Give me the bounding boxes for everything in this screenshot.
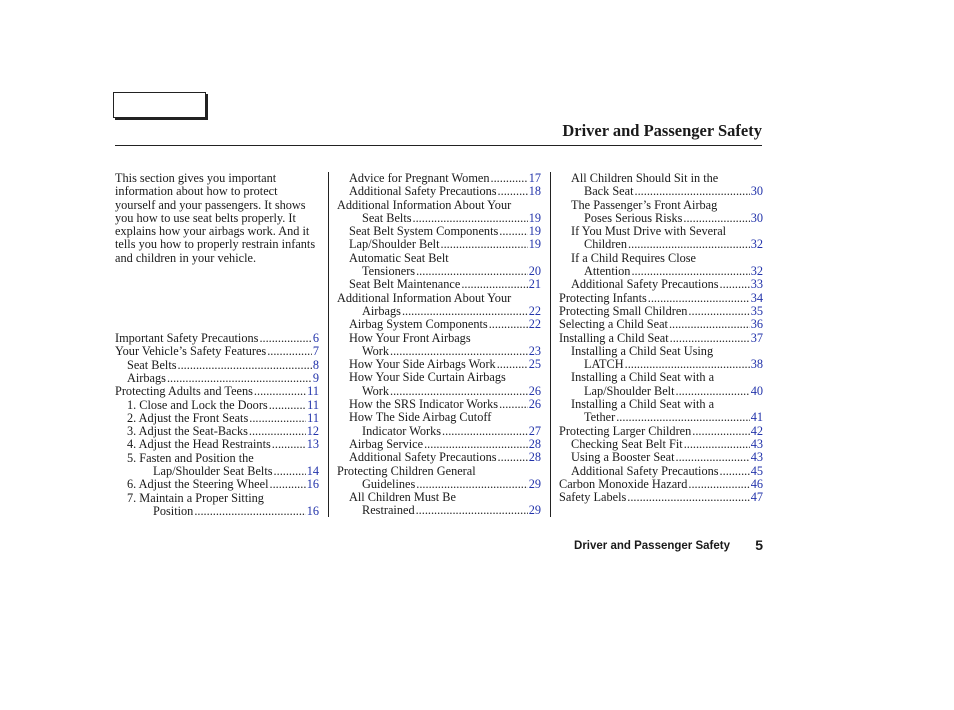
- toc-entry-title: Airbags: [127, 370, 166, 385]
- toc-page-link[interactable]: 19: [528, 224, 541, 239]
- toc-entry-title: Guidelines: [362, 476, 416, 491]
- dot-leader: [670, 332, 750, 345]
- dot-leader: [441, 238, 528, 251]
- toc-entry-title: Indicator Works: [362, 423, 442, 438]
- toc-page-link[interactable]: 30: [750, 210, 763, 225]
- column-divider: [550, 172, 551, 517]
- dot-leader: [416, 265, 528, 278]
- toc-entry-title: 3. Adjust the Seat-Backs: [127, 424, 248, 439]
- toc-entry-title: 6. Adjust the Steering Wheel: [127, 477, 269, 492]
- dot-leader: [249, 425, 306, 438]
- toc-entry-title: Protecting Adults and Teens: [115, 384, 253, 399]
- toc-entry-title: Additional Safety Precautions: [571, 463, 719, 478]
- dot-leader: [498, 185, 528, 198]
- toc-entry-title: 1. Close and Lock the Doors: [127, 397, 268, 412]
- toc-entry-title: Installing a Child Seat: [559, 330, 669, 345]
- toc-page-link[interactable]: 16: [306, 503, 319, 518]
- dot-leader: [424, 438, 528, 451]
- dot-leader: [461, 278, 527, 291]
- toc-page-link[interactable]: 43: [750, 450, 763, 465]
- toc-entry-title: Protecting Infants: [559, 290, 647, 305]
- toc-entry-title: 4. Adjust the Head Restraints: [127, 437, 271, 452]
- toc-list-3: [559, 172, 763, 504]
- toc-page-link[interactable]: 18: [528, 184, 541, 199]
- dot-leader: [498, 451, 528, 464]
- toc-entry[interactable]: [559, 451, 763, 464]
- toc-entry[interactable]: [115, 359, 319, 372]
- dot-leader: [499, 398, 528, 411]
- toc-entry-title: Additional Safety Precautions: [349, 184, 497, 199]
- toc-page-link[interactable]: 20: [528, 264, 541, 279]
- toc-entry-title: Work: [362, 343, 390, 358]
- toc-entry[interactable]: [559, 411, 763, 424]
- toc-entry-title: Attention: [584, 264, 631, 279]
- dot-leader: [627, 491, 749, 504]
- toc-page-link[interactable]: 26: [528, 397, 541, 412]
- toc-page-link[interactable]: 40: [750, 383, 763, 398]
- dot-leader: [720, 278, 750, 291]
- toc-entry-title: Advice for Pregnant Women: [349, 171, 490, 185]
- toc-page-link[interactable]: 42: [750, 423, 763, 438]
- toc-entry[interactable]: [337, 358, 541, 371]
- dot-leader: [416, 504, 528, 517]
- intro-paragraph: This section gives you important information about how to protect yourself and your passengers. It shows you how to use seat belts properly. It explains how your airbags work. And it tells you how to properly restrain infants and children in your vehicle.: [115, 171, 316, 265]
- toc-entry-title: Additional Safety Precautions: [571, 277, 719, 292]
- toc-entry-title: Seat Belts: [362, 210, 412, 225]
- toc-entry-title: Your Vehicle’s Safety Features: [115, 344, 267, 359]
- toc-entry: The Passenger’s Front Airbag: [571, 197, 718, 212]
- toc-page-link[interactable]: 7: [312, 344, 319, 359]
- toc-entry[interactable]: [115, 372, 319, 385]
- toc-entry: How Your Front Airbags: [349, 330, 471, 345]
- toc-entry: Installing a Child Seat with a: [571, 370, 715, 385]
- toc-entry[interactable]: [559, 185, 763, 198]
- toc-entry[interactable]: [115, 399, 319, 412]
- toc-page-link[interactable]: 12: [306, 424, 319, 439]
- toc-entry-title: Protecting Small Children: [559, 303, 688, 318]
- toc-entry[interactable]: [115, 345, 319, 358]
- toc-entry: How Your Side Curtain Airbags: [349, 370, 506, 385]
- toc-entry[interactable]: [337, 225, 541, 238]
- toc-entry[interactable]: [115, 412, 319, 425]
- toc-page-link[interactable]: 19: [528, 210, 541, 225]
- dot-leader: [635, 185, 750, 198]
- dot-leader: [194, 505, 305, 518]
- toc-entry[interactable]: [559, 438, 763, 451]
- toc-page-link[interactable]: 23: [528, 343, 541, 358]
- dot-leader: [272, 438, 306, 451]
- toc-entry-title: Lap/Shoulder Belt: [584, 383, 675, 398]
- toc-entry-title: Lap/Shoulder Belt: [349, 237, 440, 252]
- toc-entry[interactable]: [559, 292, 763, 305]
- footer-section-label: Driver and Passenger Safety: [574, 540, 730, 552]
- toc-page-link[interactable]: 38: [750, 357, 763, 372]
- toc-entry-title: Restrained: [362, 503, 415, 518]
- toc-entry-title: Seat Belt Maintenance: [349, 277, 461, 292]
- toc-page-link[interactable]: 9: [312, 370, 319, 385]
- toc-page-link[interactable]: 41: [750, 410, 763, 425]
- toc-entry: If a Child Requires Close: [571, 250, 696, 265]
- toc-entry-title: Additional Safety Precautions: [349, 450, 497, 465]
- title-rule: [115, 145, 762, 146]
- toc-entry: Protecting Children General: [337, 463, 476, 478]
- dot-leader: [676, 451, 750, 464]
- toc-entry-title: Back Seat: [584, 184, 634, 199]
- dot-leader: [497, 358, 528, 371]
- toc-page-link[interactable]: 28: [528, 450, 541, 465]
- toc-entry-title: Tensioners: [362, 264, 416, 279]
- dot-leader: [259, 332, 311, 345]
- toc-entry[interactable]: [559, 305, 763, 318]
- toc-page-link[interactable]: 34: [750, 290, 763, 305]
- toc-page-link[interactable]: 29: [528, 476, 541, 491]
- toc-page-link[interactable]: 8: [312, 357, 319, 372]
- dot-leader: [390, 385, 528, 398]
- toc-entry[interactable]: [115, 332, 319, 345]
- toc-entry: Installing a Child Seat with a: [571, 397, 715, 412]
- toc-entry: All Children Must Be: [349, 490, 456, 505]
- toc-entry-title: Position: [153, 503, 194, 518]
- toc-entry[interactable]: [337, 425, 541, 438]
- toc-entry-title: Children: [584, 237, 628, 252]
- toc-page-link[interactable]: 28: [528, 436, 541, 451]
- toc-entry-title: Seat Belts: [127, 357, 177, 372]
- toc-entry[interactable]: [115, 438, 319, 451]
- dot-leader: [267, 345, 312, 358]
- toc-entry[interactable]: [115, 465, 319, 478]
- toc-entry[interactable]: [337, 305, 541, 318]
- toc-entry: Installing a Child Seat Using: [571, 343, 714, 358]
- toc-page-link[interactable]: 37: [750, 330, 763, 345]
- toc-entry[interactable]: [559, 318, 763, 331]
- toc-column-1: [115, 172, 319, 518]
- toc-page-link[interactable]: 19: [528, 237, 541, 252]
- toc-entry: Automatic Seat Belt: [349, 250, 449, 265]
- toc-entry[interactable]: [337, 212, 541, 225]
- dot-leader: [489, 318, 528, 331]
- dot-leader: [616, 411, 749, 424]
- toc-entry-title: Checking Seat Belt Fit: [571, 436, 683, 451]
- toc-column-3: [559, 172, 763, 504]
- toc-entry: 5. Fasten and Position the: [127, 450, 254, 465]
- dot-leader: [178, 359, 312, 372]
- toc-list-2: [337, 172, 541, 518]
- dot-leader: [683, 212, 749, 225]
- dot-leader: [648, 292, 750, 305]
- page-number: 5: [755, 537, 763, 553]
- toc-entry[interactable]: [337, 478, 541, 491]
- dot-leader: [499, 225, 527, 238]
- toc-entry: 7. Maintain a Proper Sitting: [127, 490, 264, 505]
- dot-leader: [720, 465, 750, 478]
- toc-entry[interactable]: [559, 265, 763, 278]
- dot-leader: [269, 399, 306, 412]
- dot-leader: [631, 265, 749, 278]
- toc-entry[interactable]: [559, 358, 763, 371]
- toc-entry[interactable]: [559, 478, 763, 491]
- toc-page-link[interactable]: 33: [750, 277, 763, 292]
- dot-leader: [254, 385, 306, 398]
- toc-page-link[interactable]: 17: [528, 171, 541, 185]
- dot-leader: [684, 438, 750, 451]
- toc-entry: Additional Information About Your: [337, 197, 512, 212]
- dot-leader: [442, 425, 528, 438]
- toc-list-1: [115, 332, 319, 518]
- toc-page-link[interactable]: 14: [306, 464, 319, 479]
- toc-entry: How The Side Airbag Cutoff: [349, 410, 492, 425]
- toc-page-link[interactable]: 21: [528, 277, 541, 292]
- toc-entry-title: Selecting a Child Seat: [559, 317, 668, 332]
- toc-entry[interactable]: [337, 278, 541, 291]
- toc-entry[interactable]: [337, 398, 541, 411]
- toc-entry[interactable]: [337, 172, 541, 185]
- toc-page-link[interactable]: 43: [750, 436, 763, 451]
- dot-leader: [390, 345, 528, 358]
- dot-leader: [625, 358, 750, 371]
- toc-entry[interactable]: [337, 504, 541, 517]
- toc-entry-title: Protecting Larger Children: [559, 423, 692, 438]
- toc-entry[interactable]: [337, 318, 541, 331]
- dot-leader: [416, 478, 527, 491]
- dot-leader: [692, 425, 749, 438]
- toc-page-link[interactable]: 22: [528, 303, 541, 318]
- toc-entry-title: Airbags: [362, 303, 401, 318]
- toc-page-link[interactable]: 11: [307, 384, 319, 399]
- toc-entry[interactable]: [559, 385, 763, 398]
- toc-page-link[interactable]: 22: [528, 317, 541, 332]
- toc-entry-title: 2. Adjust the Front Seats: [127, 410, 249, 425]
- toc-entry-title: Using a Booster Seat: [571, 450, 675, 465]
- dot-leader: [274, 465, 306, 478]
- toc-page-link[interactable]: 26: [528, 383, 541, 398]
- toc-page-link[interactable]: 6: [312, 331, 319, 346]
- dot-leader: [669, 318, 750, 331]
- toc-entry-title: Safety Labels: [559, 490, 627, 505]
- toc-entry[interactable]: [115, 478, 319, 491]
- toc-page-link[interactable]: 45: [750, 463, 763, 478]
- page-title: Driver and Passenger Safety: [562, 121, 762, 140]
- toc-entry[interactable]: [337, 438, 541, 451]
- toc-entry-title: Airbag System Components: [349, 317, 488, 332]
- toc-page-link[interactable]: 46: [750, 476, 763, 491]
- toc-entry-title: How the SRS Indicator Works: [349, 397, 499, 412]
- toc-entry[interactable]: [559, 332, 763, 345]
- toc-page-link[interactable]: 16: [306, 477, 319, 492]
- toc-page-link[interactable]: 32: [750, 237, 763, 252]
- dot-leader: [167, 372, 312, 385]
- toc-entry[interactable]: [559, 278, 763, 291]
- toc-entry-title: Work: [362, 383, 390, 398]
- toc-page-link[interactable]: 35: [750, 303, 763, 318]
- toc-entry-title: LATCH: [584, 357, 624, 372]
- toc-page-link[interactable]: 32: [750, 264, 763, 279]
- toc-entry[interactable]: [559, 491, 763, 504]
- toc-page-link[interactable]: 30: [750, 184, 763, 199]
- dot-leader: [688, 478, 749, 491]
- toc-page-link[interactable]: 11: [307, 410, 319, 425]
- toc-entry: All Children Should Sit in the: [571, 171, 719, 185]
- toc-entry-title: Tether: [584, 410, 616, 425]
- dot-leader: [628, 238, 750, 251]
- toc-entry-title: Airbag Service: [349, 436, 424, 451]
- dot-leader: [491, 172, 528, 185]
- toc-entry[interactable]: [559, 425, 763, 438]
- toc-entry-title: Seat Belt System Components: [349, 224, 499, 239]
- toc-entry-title: Poses Serious Risks: [584, 210, 683, 225]
- toc-page-link[interactable]: 27: [528, 423, 541, 438]
- toc-entry-title: How Your Side Airbags Work: [349, 357, 496, 372]
- dot-leader: [249, 412, 306, 425]
- column-divider: [328, 172, 329, 517]
- dot-leader: [688, 305, 749, 318]
- toc-page-link[interactable]: 29: [528, 503, 541, 518]
- toc-entry[interactable]: [337, 238, 541, 251]
- toc-entry[interactable]: [337, 385, 541, 398]
- toc-entry[interactable]: [337, 265, 541, 278]
- toc-entry[interactable]: [559, 238, 763, 251]
- toc-entry: If You Must Drive with Several: [571, 224, 727, 239]
- toc-page-link[interactable]: 13: [306, 437, 319, 452]
- toc-page-link[interactable]: 11: [307, 397, 319, 412]
- dot-leader: [413, 212, 528, 225]
- section-tab-box: [113, 92, 206, 118]
- toc-entry[interactable]: [337, 345, 541, 358]
- toc-entry[interactable]: [115, 505, 319, 518]
- toc-entry[interactable]: [115, 385, 319, 398]
- toc-entry[interactable]: [337, 185, 541, 198]
- toc-entry-title: Important Safety Precautions: [115, 331, 259, 346]
- toc-entry[interactable]: [337, 451, 541, 464]
- dot-leader: [270, 478, 306, 491]
- dot-leader: [676, 385, 750, 398]
- toc-column-2: [337, 172, 541, 518]
- toc-entry-title: Carbon Monoxide Hazard: [559, 476, 688, 491]
- toc-entry[interactable]: [559, 465, 763, 478]
- toc-entry[interactable]: [115, 425, 319, 438]
- dot-leader: [402, 305, 528, 318]
- toc-entry[interactable]: [559, 212, 763, 225]
- toc-page-link[interactable]: 36: [750, 317, 763, 332]
- toc-page-link[interactable]: 47: [750, 490, 763, 505]
- toc-entry-title: Lap/Shoulder Seat Belts: [153, 464, 273, 479]
- toc-page-link[interactable]: 25: [528, 357, 541, 372]
- toc-entry: Additional Information About Your: [337, 290, 512, 305]
